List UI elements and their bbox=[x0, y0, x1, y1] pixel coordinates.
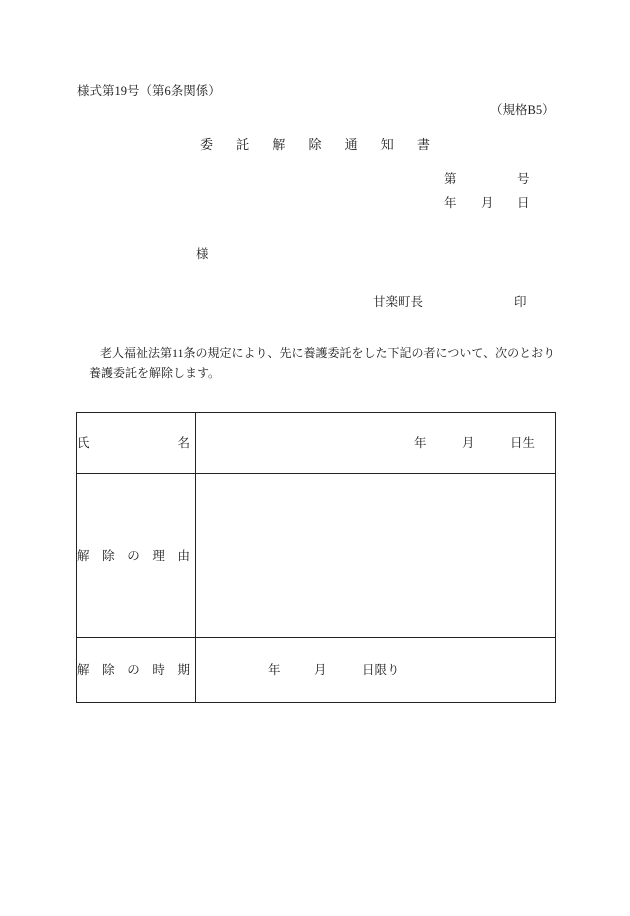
birthdate-cell bbox=[196, 413, 555, 473]
character: 期 bbox=[177, 663, 190, 677]
reason-cell bbox=[196, 474, 555, 637]
name-label bbox=[77, 436, 190, 450]
character: 由 bbox=[177, 548, 190, 563]
character: の bbox=[127, 548, 140, 563]
character: 書 bbox=[416, 137, 430, 152]
period-month-label: 月 bbox=[314, 663, 327, 677]
character: 通 bbox=[344, 137, 358, 152]
date-day-label: 日 bbox=[517, 196, 530, 210]
character: 除 bbox=[102, 548, 115, 563]
body-text-line: 老人福祉法第11条の規定により、先に養護委託をした下記の者について、次のとおり bbox=[100, 346, 556, 360]
table-row-reason bbox=[77, 474, 555, 638]
date-year-label: 年 bbox=[444, 196, 457, 210]
character: 理 bbox=[152, 548, 165, 563]
character: 解 bbox=[77, 548, 90, 563]
character: 名 bbox=[177, 436, 190, 450]
character: 委 bbox=[200, 137, 214, 152]
character: 除 bbox=[308, 137, 322, 152]
period-year-label: 年 bbox=[268, 663, 281, 677]
table-label-cell bbox=[77, 413, 196, 473]
body-text-line: 養護委託を解除します。 bbox=[89, 366, 221, 380]
character: 時 bbox=[152, 663, 165, 677]
character: 解 bbox=[272, 137, 286, 152]
subject-info-table bbox=[76, 412, 556, 703]
birth-month-label: 月 bbox=[462, 436, 475, 450]
document-number-prefix: 第 bbox=[444, 172, 457, 186]
table-row-period bbox=[77, 638, 555, 702]
table-label-cell bbox=[77, 638, 196, 702]
issuer-seal-mark: 印 bbox=[514, 295, 527, 309]
character: 氏 bbox=[77, 436, 90, 450]
birth-day-label: 日生 bbox=[510, 436, 536, 450]
table-row-name bbox=[77, 413, 555, 474]
document-number-suffix: 号 bbox=[517, 172, 530, 186]
character: の bbox=[127, 663, 140, 677]
character: 解 bbox=[77, 663, 90, 677]
birth-year-label: 年 bbox=[414, 436, 427, 450]
recipient-honorific: 様 bbox=[196, 247, 209, 261]
document-title bbox=[200, 138, 430, 152]
character: 除 bbox=[102, 663, 115, 677]
period-label bbox=[77, 663, 190, 677]
paper-size-label: （規格B5） bbox=[490, 103, 555, 117]
reason-label bbox=[77, 549, 190, 563]
period-cell bbox=[196, 638, 555, 702]
issuer-name: 甘楽町長 bbox=[373, 295, 424, 309]
table-label-cell bbox=[77, 474, 196, 637]
form-number-label: 様式第19号（第6条関係） bbox=[77, 84, 221, 98]
character: 知 bbox=[380, 137, 394, 152]
period-day-label: 日限り bbox=[362, 663, 400, 677]
character: 託 bbox=[236, 137, 250, 152]
date-month-label: 月 bbox=[481, 196, 494, 210]
